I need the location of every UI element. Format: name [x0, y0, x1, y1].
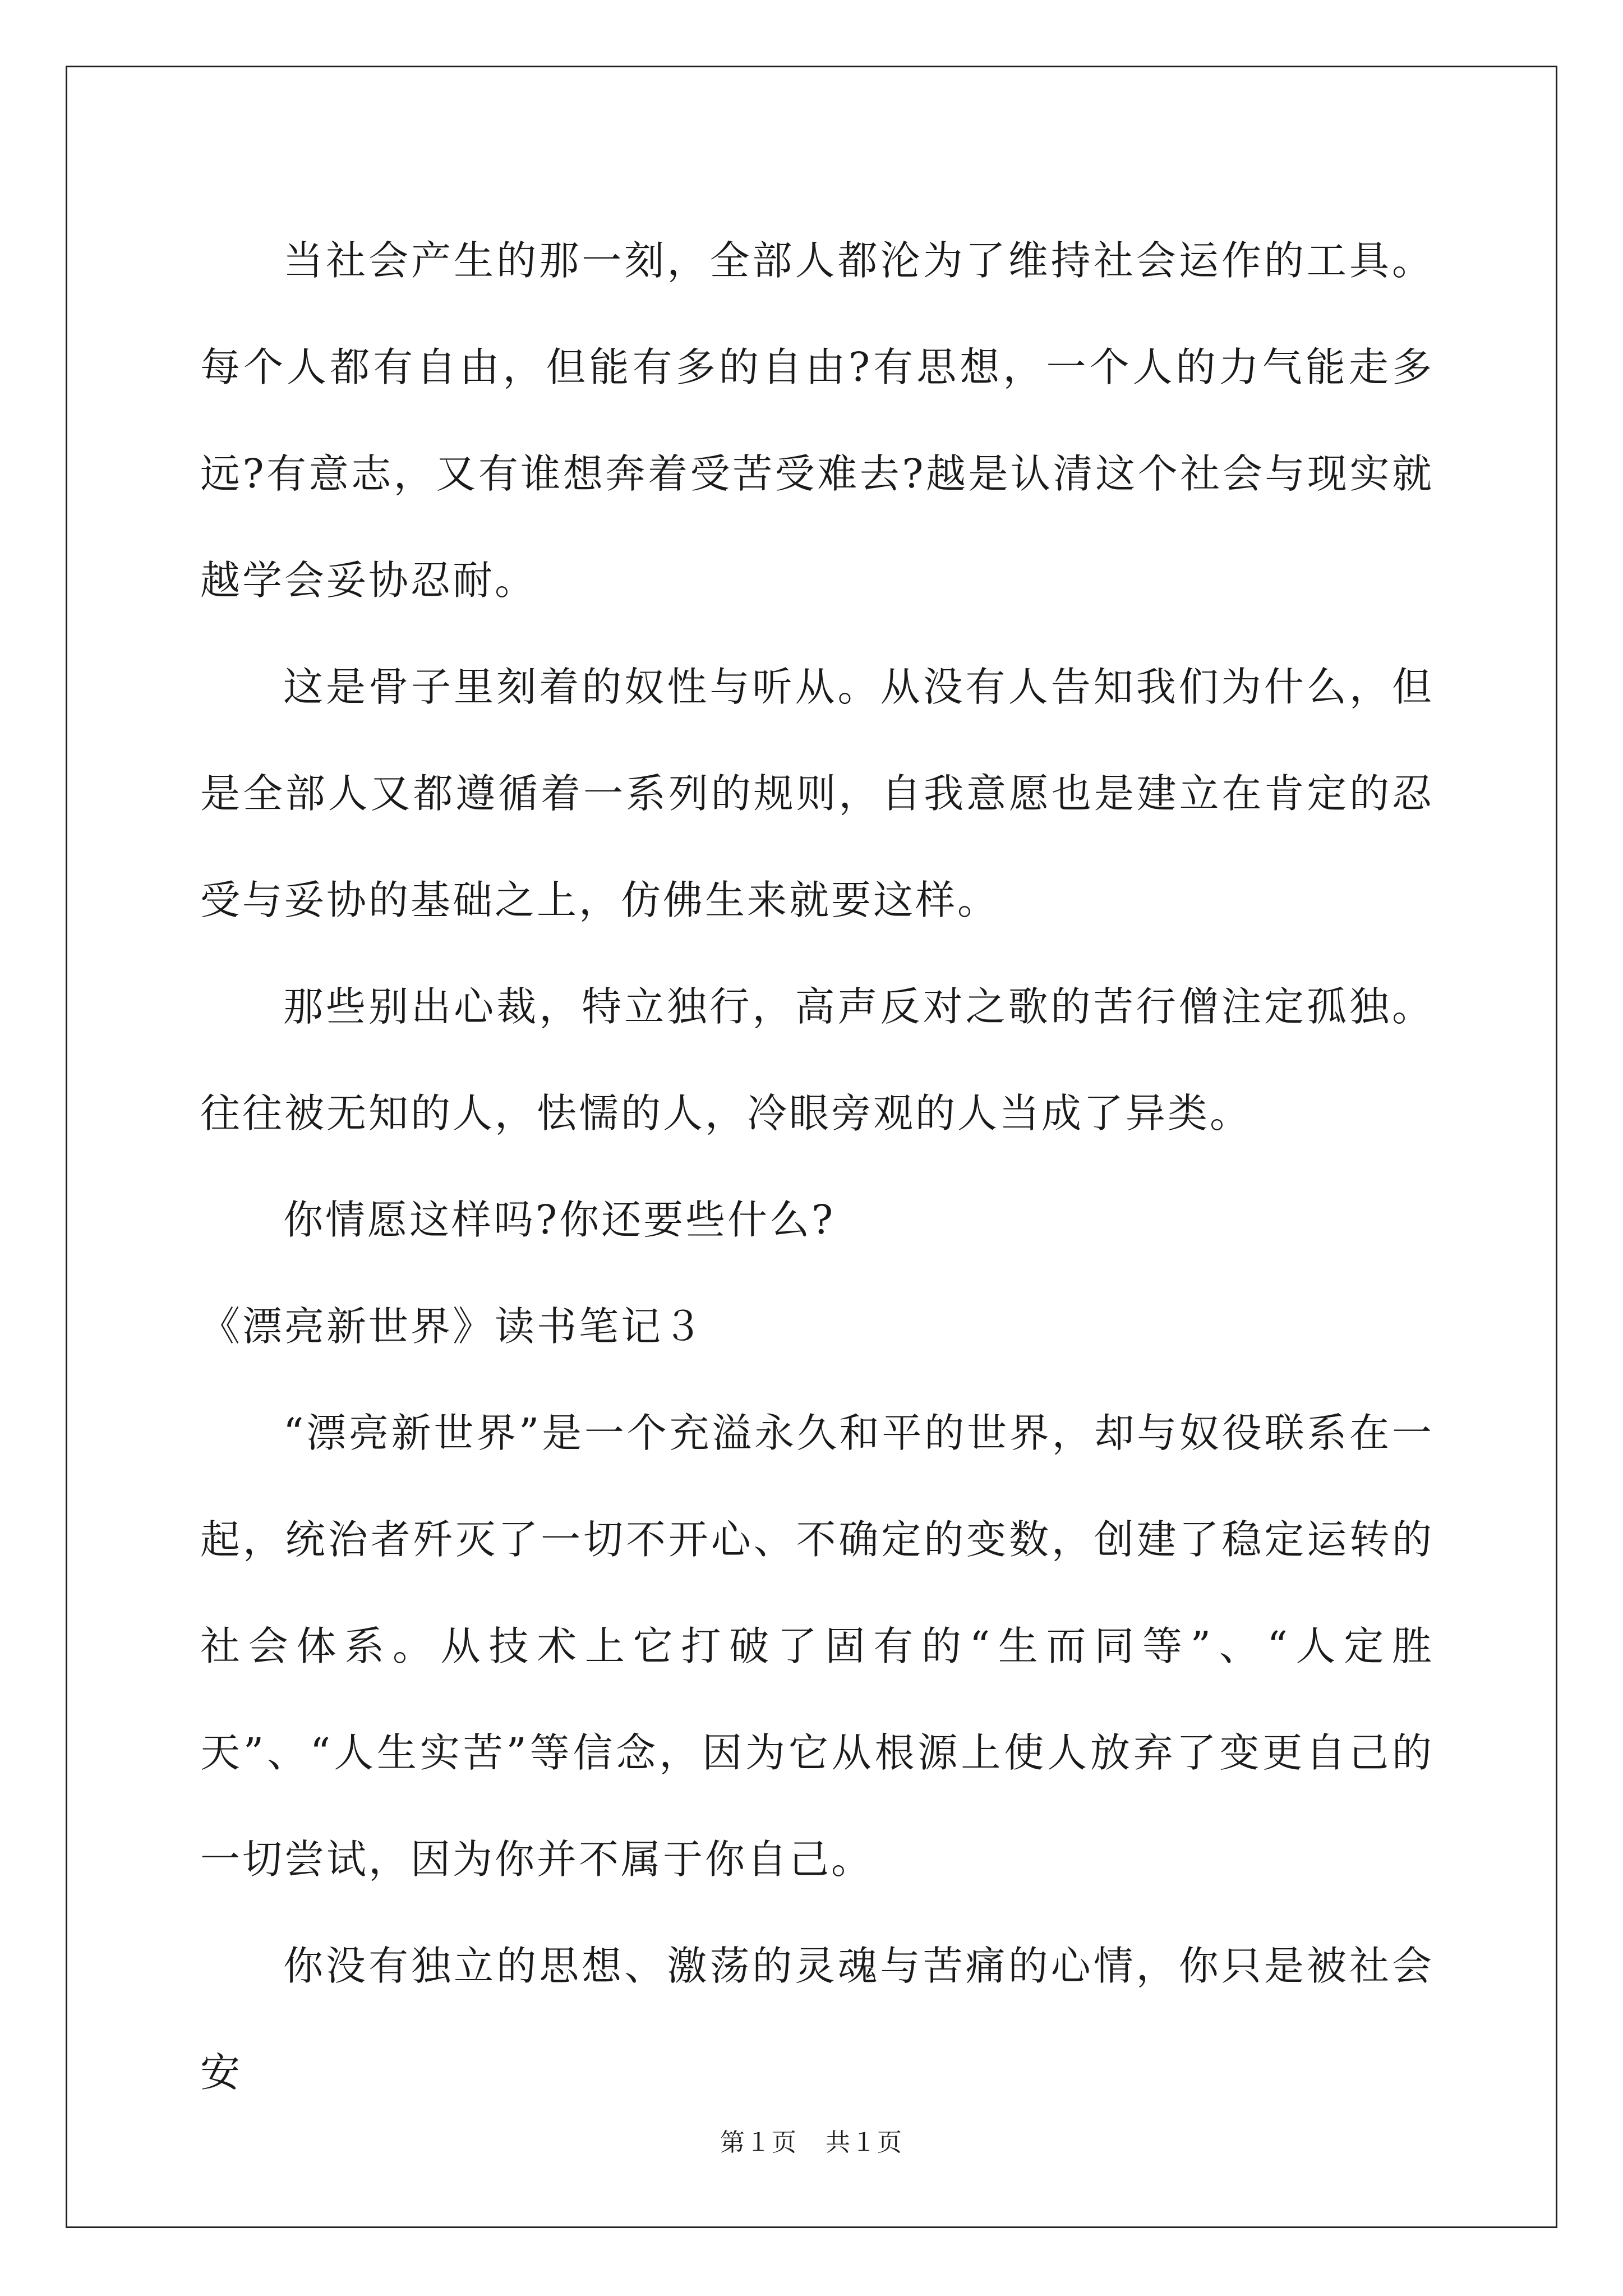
paragraph-6: 你没有独立的思想、激荡的灵魂与苦痛的心情，你只是被社会安 [200, 1943, 1434, 2096]
paragraph-3: 那些别出心裁，特立独行，高声反对之歌的苦行僧注定孤独。往往被无知的人，怯懦的人，冷眼旁观的人当成了异类。 [200, 983, 1434, 1137]
document-body [200, 208, 1434, 2126]
paragraph-5: “漂亮新世界”是一个充溢永久和平的世界，却与奴役联系在一起，统治者歼灭了一切不开心、不确定的变数，创建了稳定运转的社会体系。从技术上它打破了固有的“生而同等”、“人定胜天”、“人生实苦”等信念，因为它从根源上使人放弃了变更自己的一切尝试，因为你并不属于你自己。 [200, 1410, 1434, 1883]
page-number: 第１页 [720, 2128, 797, 2157]
section-heading: 《漂亮新世界》读书笔记３ [200, 1303, 706, 1350]
page-total: 共１页 [826, 2128, 903, 2157]
paragraph-4: 你情愿这样吗?你还要些什么? [283, 1197, 836, 1243]
paragraph-1: 当社会产生的那一刻，全部人都沦为了维持社会运作的工具。每个人都有自由，但能有多的自由?有思想，一个人的力气能走多远?有意志，又有谁想奔着受苦受难去?越是认清这个社会与现实就越学会妥协忍耐。 [200, 237, 1434, 604]
page-footer [0, 2126, 1623, 2160]
paragraph-2: 这是骨子里刻着的奴性与听从。从没有人告知我们为什么，但是全部人又都遵循着一系列的规则，自我意愿也是建立在肯定的忍受与妥协的基础之上，仿佛生来就要这样。 [200, 664, 1434, 923]
